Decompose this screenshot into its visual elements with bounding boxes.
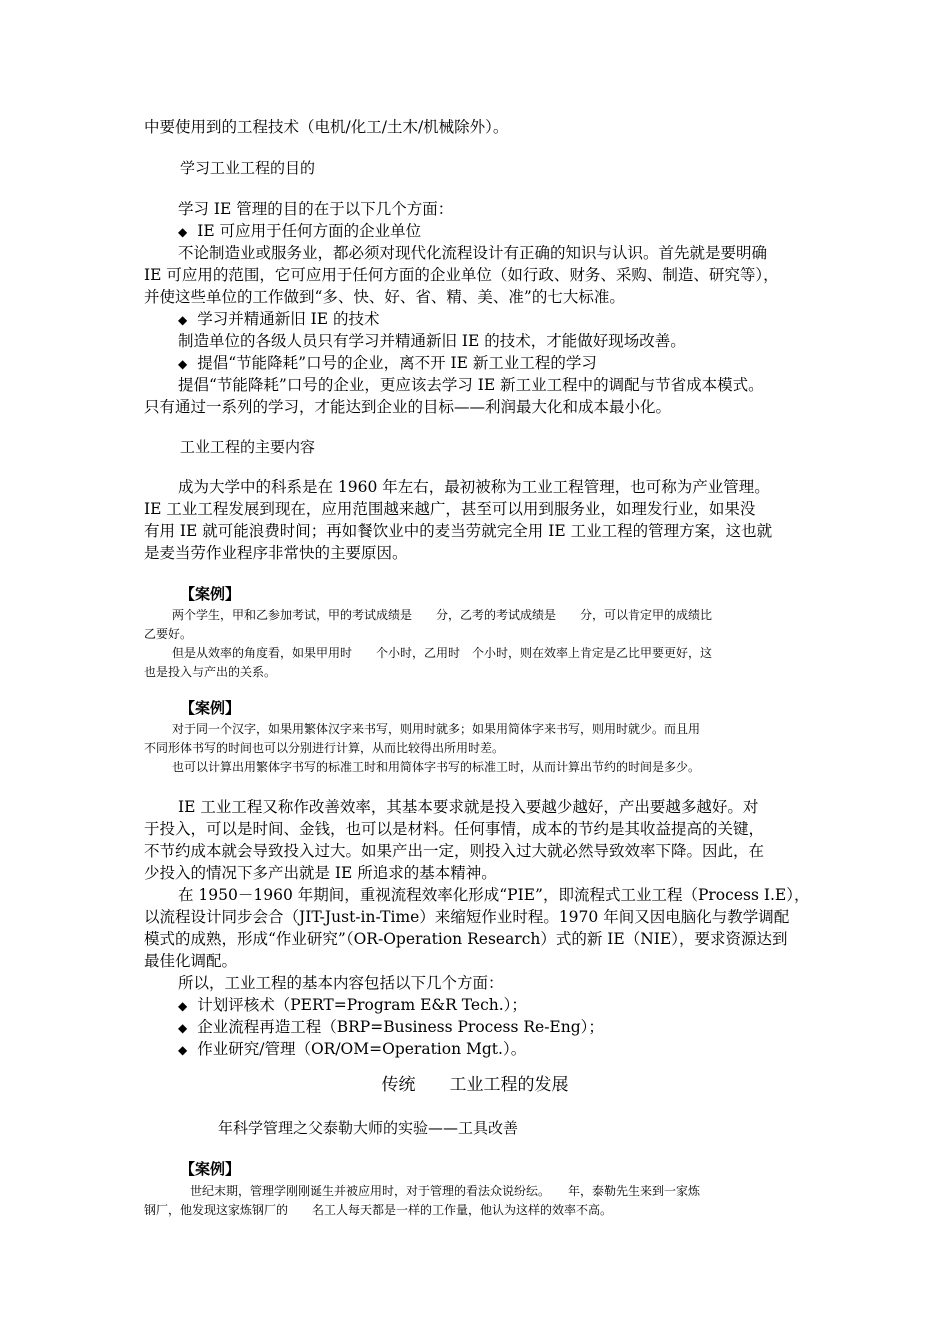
case-label: 【案例】 <box>180 699 241 717</box>
paragraph-line: IE 工业工程又称作改善效率，其基本要求就是投入要越少越好，产出要越多越好。对 <box>178 798 759 816</box>
bullet-item <box>178 352 597 375</box>
paragraph-line: 并使这些单位的工作做到“多、快、好、省、精、美、准”的七大标准。 <box>144 288 625 306</box>
diamond-bullet-icon: ◆ <box>178 225 188 239</box>
bullet-item <box>178 1016 604 1039</box>
diamond-bullet-icon: ◆ <box>178 999 188 1013</box>
diamond-bullet-icon: ◆ <box>178 313 188 327</box>
case-text-line: 钢厂，他发现这家炼钢厂的 名工人每天都是一样的工作量，他认为这样的效率不高。 <box>144 1203 613 1217</box>
bullet-item <box>178 1038 526 1061</box>
case-label: 【案例】 <box>180 585 241 603</box>
paragraph-line: 制造单位的各级人员只有学习并精通新旧 IE 的技术，才能做好现场改善。 <box>178 332 686 350</box>
bullet-text: 计划评核术（PERT=Program E&R Tech.）； <box>197 996 527 1014</box>
section-heading-content: 工业工程的主要内容 <box>180 438 316 456</box>
case-text-line: 对于同一个汉字，如果用繁体汉字来书写，则用时就多；如果用简体字来书写，则用时就少。而且用 <box>172 722 701 736</box>
case-text-line: 但是从效率的角度看，如果甲用时 个小时，乙用时 个小时，则在效率上肯定是乙比甲要更好，这 <box>172 646 713 660</box>
paragraph-line: 只有通过一系列的学习，才能达到企业的目标——利润最大化和成本最小化。 <box>144 398 672 416</box>
paragraph-line: 所以，工业工程的基本内容包括以下几个方面： <box>178 974 504 992</box>
paragraph-line: 于投入，可以是时间、金钱，也可以是材料。任何事情，成本的节约是其收益提高的关键， <box>144 820 765 838</box>
section-heading-purpose: 学习工业工程的目的 <box>180 159 316 177</box>
bullet-text: IE 可应用于任何方面的企业单位 <box>197 222 422 240</box>
bullet-item <box>178 220 421 243</box>
case-text-line: 两个学生，甲和乙参加考试，甲的考试成绩是 分，乙考的考试成绩是 分，可以肯定甲的成绩比 <box>172 608 713 622</box>
paragraph-line: 是麦当劳作业程序非常快的主要原因。 <box>144 544 408 562</box>
diamond-bullet-icon: ◆ <box>178 1021 188 1035</box>
case-text-line: 也是投入与产出的关系。 <box>144 665 277 679</box>
case-text-line: 世纪末期，管理学刚刚诞生并被应用时，对于管理的看法众说纷纭。 年，泰勒先生来到一家炼 <box>190 1184 701 1198</box>
subsection-heading: 年科学管理之父泰勒大师的实验——工具改善 <box>218 1119 519 1137</box>
paragraph-line: 成为大学中的科系是在 1960 年左右，最初被称为工业工程管理，也可称为产业管理。 <box>178 478 770 496</box>
bullet-text: 作业研究/管理（OR/OM=Operation Mgt.）。 <box>197 1040 527 1058</box>
diamond-bullet-icon: ◆ <box>178 1043 188 1057</box>
paragraph-line: 以流程设计同步会合（JIT-Just-in-Time）来缩短作业时程。1970 年间又因电脑化与教学调配 <box>144 908 790 926</box>
paragraph-line: 少投入的情况下多产出就是 IE 所追求的基本精神。 <box>144 864 497 882</box>
paragraph-line: 最佳化调配。 <box>144 952 238 970</box>
paragraph-line: 不论制造业或服务业，都必须对现代化流程设计有正确的知识与认识。首先就是要明确 <box>178 244 768 262</box>
paragraph-line: 模式的成熟，形成“作业研究”（OR-Operation Research）式的新 IE（NIE），要求资源达到 <box>144 930 788 948</box>
case-text-line: 乙要好。 <box>144 627 193 641</box>
bullet-item <box>178 308 380 331</box>
paragraph-line: IE 工业工程发展到现在，应用范围越来越广，甚至可以用到服务业，如理发行业，如果没 <box>144 500 756 518</box>
paragraph-line: 有用 IE 就可能浪费时间；再如餐饮业中的麦当劳就完全用 IE 工业工程的管理方案，这也就 <box>144 522 773 540</box>
bullet-text: 学习并精通新旧 IE 的技术 <box>197 310 380 328</box>
paragraph-line: 中要使用到的工程技术（电机/化工/土木/机械除外）。 <box>144 118 509 136</box>
bullet-text: 提倡“节能降耗”口号的企业，离不开 IE 新工业工程的学习 <box>197 354 597 372</box>
bullet-text: 企业流程再造工程（BRP=Business Process Re-Eng）； <box>197 1018 604 1036</box>
paragraph-line: 提倡“节能降耗”口号的企业，更应该去学习 IE 新工业工程中的调配与节省成本模式。 <box>178 376 764 394</box>
case-text-line: 也可以计算出用繁体字书写的标准工时和用简体字书写的标准工时，从而计算出节约的时间是多少。 <box>172 760 701 774</box>
diamond-bullet-icon: ◆ <box>178 357 188 371</box>
case-text-line: 不同形体书写的时间也可以分别进行计算，从而比较得出所用时差。 <box>144 741 505 755</box>
chapter-heading: 传统 工业工程的发展 <box>381 1075 569 1095</box>
case-label: 【案例】 <box>180 1160 241 1178</box>
paragraph-line: 学习 IE 管理的目的在于以下几个方面： <box>178 200 454 218</box>
paragraph-line: 在 1950－1960 年期间，重视流程效率化形成“PIE”，即流程式工业工程（Process I.E）， <box>178 886 810 904</box>
paragraph-line: 不节约成本就会导致投入过大。如果产出一定，则投入过大就必然导致效率下降。因此，在 <box>144 842 765 860</box>
bullet-item <box>178 994 527 1017</box>
paragraph-line: IE 可应用的范围，它可应用于任何方面的企业单位（如行政、财务、采购、制造、研究等）， <box>144 266 779 284</box>
